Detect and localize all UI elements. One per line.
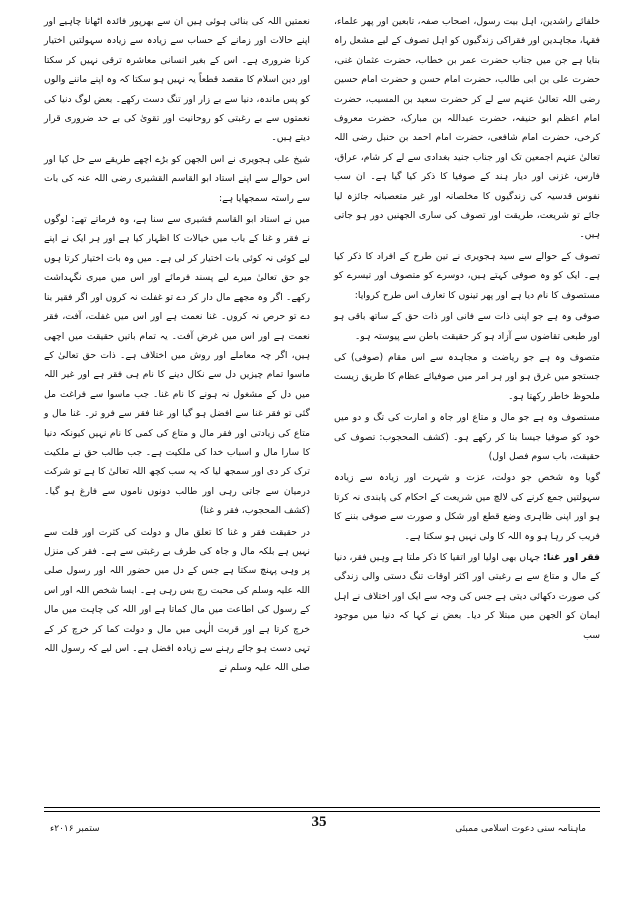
issue-date: ستمبر ۲۰۱۶ء <box>50 824 100 834</box>
left-para-1: نعمتیں اللہ کی بنائی ہوئی ہیں ان سے بھرپور فائدہ اٹھانا چاہیے اور اپنے حالات اور زمانے کے حساب سے زیادہ سے زیادہ سہولتیں اختیار کرنا ضروری ہے۔ اس کے بغیر انسانی معاشرہ ترقی نہیں کر سکتا اور دین اسلام کا مقصد قطعاً یہ نہیں ہو سکتا کہ وہ اپنے ماننے والوں کو پس ماندہ، دنیا سے بے زار اور تنگ دست رکھے۔ بعض لوگ دنیا کی نعمتوں سے بے رغبتی کو روحانیت اور تقویٰ کی بے حد ضروری قرار دیتے ہیں۔ <box>44 16 310 144</box>
page-number: 35 <box>311 814 327 830</box>
journal-name: ماہنامہ سنی دعوت اسلامی ممبئی <box>455 824 586 834</box>
right-para-7 <box>334 548 600 645</box>
footer-rule-bottom <box>44 811 600 812</box>
right-para-6: گویا وہ شخص جو دولت، عزت و شہرت اور زیادہ سے زیادہ سہولتیں جمع کرنے کی لالچ میں شریعت کے احکام کی پابندی نہ کرتا ہو اور اپنی ظاہری وضع قطع اور شکل و صورت سے صوفی بننے کا فریب کر رہا ہو وہ اللہ کا ولی نہیں ہو سکتا ہے۔ <box>334 472 600 542</box>
right-para-2: تصوف کے حوالے سے سید ہجویری نے تین طرح کے افراد کا ذکر کیا ہے۔ ایک کو وہ صوفی کہتے ہیں، دوسرے کو متصوف اور تیسرے کو مستصوف کا نام دیا ہے اور پھر تینوں کا تعارف اس طرح کروایا: <box>334 250 600 301</box>
footer-rule-top <box>44 807 600 808</box>
right-para-1: خلفائے راشدین، اہل بیت رسول، اصحاب صفہ، تابعین اور پھر علماء، فقہا، مجاہدین اور فقراکی زندگیوں کو اہل تصوف کے لیے مشعل راہ بنایا ہے جن میں جناب حضرت عمر بن خطاب، حضرت عثمان غنی، حضرت علی بن ابی طالب، حضرت امام حسن و حضرت امام حسین رضی اللہ تعالیٰ عنہم سے لے کر حضرت سعید بن المسیب، حضرت امام اعظم ابو حنیفہ، حضرت عبداللہ بن مبارک، حضرت معروف کرخی، حضرت امام شافعی، حضرت امام احمد بن حنبل رضی اللہ تعالیٰ عنہم اجمعین تک اور جناب جنید بغدادی سے لے کر شام، عراق، فارس، غزنی اور دیار ہند کے صوفیا کا ذکر کیا گیا ہے۔ ان سب نفوس قدسیہ کی زندگیوں کا مخلصانہ اور غیر متعصبانہ جائزہ لیا جائے تو شریعت، طریقت اور تصوف کی ساری الجھنیں دور ہو جاتی ہیں۔ <box>334 16 600 241</box>
left-para-3: میں نے استاد ابو القاسم قشیری سے سنا ہے، وہ فرماتے تھے: لوگوں نے فقر و غنا کے باب میں خیالات کا اظہار کیا ہے اور ہر ایک نے اپنے لیے کوئی نہ کوئی بات اختیار کر لی ہے۔ میں وہ بات اختیار کرتا ہوں جو حق تعالیٰ میرے لیے پسند فرمائے اور اس میں میری نگہداشت رکھے۔ اگر وہ مجھے مال دار کر دے تو غفلت نہ کروں اور اگر فقیر بنا دے تو حرص نہ کروں۔ غنا نعمت ہے اور اس میں غفلت، آفت، فقر نعمت ہے اور اس میں غرض آفت۔ یہ تمام باتیں حقیقت میں اچھی ہیں، اگر چہ معاملے اور روش میں اختلاف ہے۔ ذات حق تعالیٰ کے ماسوا تمام چیزیں دل سے نکال دینے کا نام ہی فقر ہے اور غیر اللہ میں دل کے مشغول نہ ہونے کا نام غنا۔ جب ماسوا سے فراغت مل گئی تو فقر غنا سے افضل ہو گیا اور غنا فقر سے فرو تر۔ غنا مال و متاع کی زیادتی اور فقر مال و متاع کی کمی کا نام نہیں کیونکہ دنیا کا سارا مال و اسباب خدا کی ملکیت ہے۔ جب طالب حق نے ملکیت ترک کر دی اور سمجھ لیا کہ یہ سب کچھ اللہ تعالیٰ کا ہے تو شرکت درمیان سے جاتی رہی اور طالب دونوں ناموں سے فارغ ہو گیا۔ (کشف المحجوب، فقر و غنا) <box>44 214 310 517</box>
right-para-3: صوفی وہ ہے جو اپنی ذات سے فانی اور ذات حق کے ساتھ باقی ہو اور طبعی تقاضوں سے آزاد ہو کر حقیقت باطن سے پیوستہ ہو۔ <box>334 311 600 342</box>
right-para-4: متصوف وہ ہے جو ریاضت و مجاہدہ سے اس مقام (صوفی) کی جستجو میں غرق ہو اور ہر امر میں صوفیائے عظام کا طریق زیست ملحوظ خاطر رکھتا ہو۔ <box>334 351 600 402</box>
right-para-7-text: جہاں بھی اولیا اور اتقیا کا ذکر ملتا ہے وہیں فقر، دنیا کے مال و متاع سے بے رغبتی اور اکثر اوقات تنگ دستی والی زندگی کی صورت دکھائی دیتی ہے جس کی وجہ سے ایک اور اختلاف نے اہل ایمان کو الجھن میں مبتلا کر دیا۔ بعض نے کہا کہ دنیا میں موجود سب <box>334 551 600 641</box>
right-column <box>334 12 600 645</box>
left-para-4: در حقیقت فقر و غنا کا تعلق مال و دولت کی کثرت اور قلت سے نہیں ہے بلکہ مال و جاہ کی طرف بے رغبتی سے ہے۔ فقر کی منزل پر وہی پہنچ سکتا ہے جس کے دل میں حضور اللہ اور رسول صلی اللہ علیہ وسلم کی محبت رچ بس رہی ہے۔ ایسا شخص اللہ اور اس کے رسول کی اطاعت میں مال کماتا ہے اور اللہ کی چاہت میں مال خرچ کرتا ہے اور قربت الٰہی میں مال و دولت کما کر خرچ کر کے تہی دست ہو جائے رہنے سے زیادہ افضل ہے۔ اس لیے کہ رسول اللہ صلی اللہ علیہ وسلم نے <box>44 526 310 674</box>
left-column <box>44 12 310 678</box>
section-heading-faqr-ghina: فقر اور غنا: <box>543 551 600 563</box>
left-para-2: شیخ علی ہجویری نے اس الجھن کو بڑے اچھے طریقے سے حل کیا اور اس حوالے سے اپنے استاد ابو القاسم القشیری رضی اللہ عنہ کی بات سے راستہ سمجھایا ہے: <box>44 153 310 204</box>
right-para-5: مستصوف وہ ہے جو مال و متاع اور جاہ و امارت کی تگ و دو میں خود کو صوفیا جیسا بنا کر رکھے ہو۔ (کشف المحجوب: تصوف کی حقیقت، باب سوم فصل اول) <box>334 412 600 462</box>
